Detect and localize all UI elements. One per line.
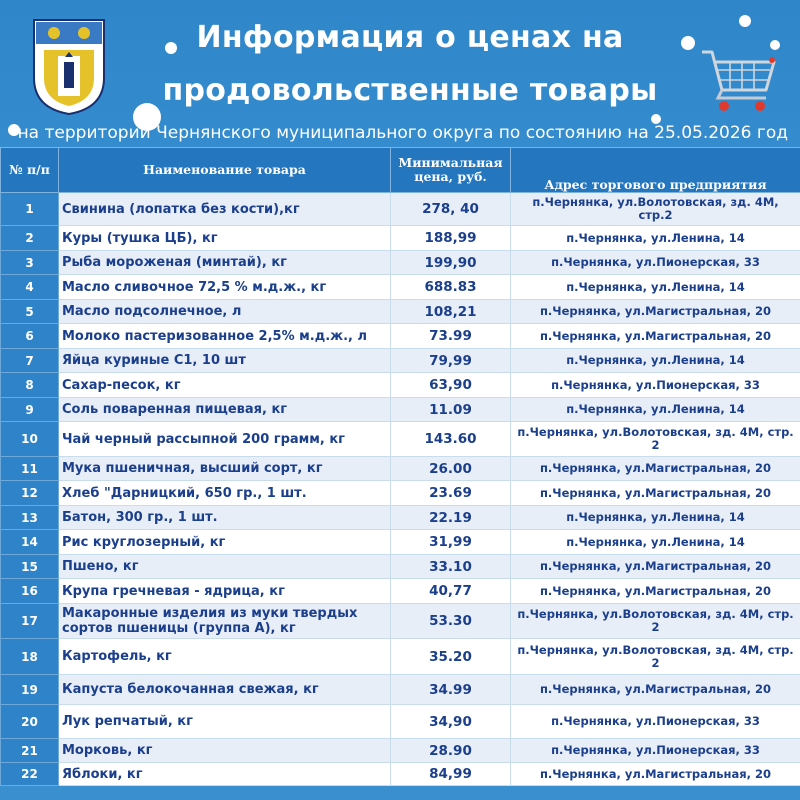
table-row xyxy=(1,506,800,530)
row-number: 8 xyxy=(1,373,59,398)
table-row xyxy=(1,398,800,422)
row-number: 18 xyxy=(1,639,59,675)
product-price: 53.30 xyxy=(391,604,511,639)
product-name: Батон, 300 гр., 1 шт. xyxy=(59,506,391,530)
product-name: Крупа гречневая - ядрица, кг xyxy=(59,579,391,604)
table-row xyxy=(1,530,800,555)
row-number: 13 xyxy=(1,506,59,530)
table-row xyxy=(1,739,800,763)
table-row xyxy=(1,579,800,604)
row-number: 17 xyxy=(1,604,59,639)
store-address: п.Чернянка, ул.Магистральная, 20 xyxy=(511,675,800,705)
product-price: 688.83 xyxy=(391,275,511,300)
product-price: 34.99 xyxy=(391,675,511,705)
table-row xyxy=(1,555,800,579)
table-row xyxy=(1,193,800,226)
column-header-name: Наименование товара xyxy=(59,148,391,193)
price-table xyxy=(0,147,800,786)
product-price: 79,99 xyxy=(391,349,511,373)
subtitle: на территории Чернянского муниципального округа по состоянию на 25.05.2026 год xyxy=(17,123,788,143)
row-number: 15 xyxy=(1,555,59,579)
store-address: п.Чернянка, ул.Пионерская, 33 xyxy=(511,705,800,739)
table-row xyxy=(1,349,800,373)
product-price: 84,99 xyxy=(391,763,511,786)
table-row xyxy=(1,226,800,251)
row-number: 7 xyxy=(1,349,59,373)
store-address: п.Чернянка, ул.Волотовская, зд. 4М, стр.2 xyxy=(511,193,800,226)
product-name: Лук репчатый, кг xyxy=(59,705,391,739)
store-address: п.Чернянка, ул.Ленина, 14 xyxy=(511,398,800,422)
product-name: Масло подсолнечное, л xyxy=(59,300,391,324)
table-row xyxy=(1,763,800,786)
product-name: Свинина (лопатка без кости),кг xyxy=(59,193,391,226)
store-address: п.Чернянка, ул.Магистральная, 20 xyxy=(511,481,800,506)
page-title-line2: продовольственные товары xyxy=(162,73,658,108)
row-number: 1 xyxy=(1,193,59,226)
product-name: Молоко пастеризованное 2,5% м.д.ж., л xyxy=(59,324,391,349)
row-number: 6 xyxy=(1,324,59,349)
store-address: п.Чернянка, ул.Магистральная, 20 xyxy=(511,300,800,324)
table-row xyxy=(1,705,800,739)
row-number: 19 xyxy=(1,675,59,705)
product-price: 26.00 xyxy=(391,457,511,481)
product-price: 278, 40 xyxy=(391,193,511,226)
product-name: Яйца куриные С1, 10 шт xyxy=(59,349,391,373)
row-number: 12 xyxy=(1,481,59,506)
table-row xyxy=(1,422,800,457)
product-name: Сахар-песок, кг xyxy=(59,373,391,398)
store-address: п.Чернянка, ул.Ленина, 14 xyxy=(511,506,800,530)
product-price: 73.99 xyxy=(391,324,511,349)
table-row xyxy=(1,639,800,675)
product-name: Морковь, кг xyxy=(59,739,391,763)
product-name: Макаронные изделия из муки твердых сортов пшеницы (группа А), кг xyxy=(59,604,391,639)
page-title-line1: Информация о ценах на xyxy=(196,20,624,55)
product-name: Куры (тушка ЦБ), кг xyxy=(59,226,391,251)
table-row xyxy=(1,675,800,705)
store-address: п.Чернянка, ул.Ленина, 14 xyxy=(511,349,800,373)
column-header-number: № п/п xyxy=(1,148,59,193)
coat-of-arms-icon xyxy=(30,16,108,116)
row-number: 5 xyxy=(1,300,59,324)
store-address: п.Чернянка, ул.Пионерская, 33 xyxy=(511,251,800,275)
column-header-address: Адрес торгового предприятия xyxy=(511,148,800,193)
store-address: п.Чернянка, ул.Магистральная, 20 xyxy=(511,457,800,481)
table-row xyxy=(1,324,800,349)
store-address: п.Чернянка, ул.Ленина, 14 xyxy=(511,530,800,555)
store-address: п.Чернянка, ул.Пионерская, 33 xyxy=(511,739,800,763)
table-row xyxy=(1,251,800,275)
product-name: Яблоки, кг xyxy=(59,763,391,786)
product-price: 34,90 xyxy=(391,705,511,739)
row-number: 3 xyxy=(1,251,59,275)
product-price: 35.20 xyxy=(391,639,511,675)
product-price: 11.09 xyxy=(391,398,511,422)
store-address: п.Чернянка, ул.Ленина, 14 xyxy=(511,226,800,251)
row-number: 22 xyxy=(1,763,59,786)
table-row xyxy=(1,481,800,506)
store-address: п.Чернянка, ул.Магистральная, 20 xyxy=(511,555,800,579)
store-address: п.Чернянка, ул.Ленина, 14 xyxy=(511,275,800,300)
product-price: 33.10 xyxy=(391,555,511,579)
product-name: Масло сливочное 72,5 % м.д.ж., кг xyxy=(59,275,391,300)
table-row xyxy=(1,300,800,324)
row-number: 10 xyxy=(1,422,59,457)
row-number: 20 xyxy=(1,705,59,739)
product-price: 108,21 xyxy=(391,300,511,324)
product-name: Капуста белокочанная свежая, кг xyxy=(59,675,391,705)
store-address: п.Чернянка, ул.Магистральная, 20 xyxy=(511,324,800,349)
row-number: 4 xyxy=(1,275,59,300)
product-name: Мука пшеничная, высший сорт, кг xyxy=(59,457,391,481)
product-name: Соль поваренная пищевая, кг xyxy=(59,398,391,422)
row-number: 14 xyxy=(1,530,59,555)
store-address: п.Чернянка, ул.Волотовская, зд. 4М, стр. 2 xyxy=(511,604,800,639)
store-address: п.Чернянка, ул.Волотовская, зд. 4М, стр. 2 xyxy=(511,422,800,457)
row-number: 16 xyxy=(1,579,59,604)
row-number: 21 xyxy=(1,739,59,763)
row-number: 2 xyxy=(1,226,59,251)
product-name: Рыба мороженая (минтай), кг xyxy=(59,251,391,275)
product-price: 188,99 xyxy=(391,226,511,251)
store-address: п.Чернянка, ул.Пионерская, 33 xyxy=(511,373,800,398)
product-price: 22.19 xyxy=(391,506,511,530)
table-row xyxy=(1,275,800,300)
product-name: Рис круглозерный, кг xyxy=(59,530,391,555)
column-header-price: Минимальная цена, руб. xyxy=(391,148,511,193)
store-address: п.Чернянка, ул.Магистральная, 20 xyxy=(511,763,800,786)
table-row xyxy=(1,373,800,398)
product-name: Картофель, кг xyxy=(59,639,391,675)
product-price: 199,90 xyxy=(391,251,511,275)
product-name: Хлеб "Дарницкий, 650 гр., 1 шт. xyxy=(59,481,391,506)
decor-dot xyxy=(681,36,695,50)
table-row xyxy=(1,457,800,481)
decor-dot xyxy=(739,15,751,27)
row-number: 11 xyxy=(1,457,59,481)
store-address: п.Чернянка, ул.Волотовская, зд. 4М, стр. 2 xyxy=(511,639,800,675)
product-name: Пшено, кг xyxy=(59,555,391,579)
product-price: 31,99 xyxy=(391,530,511,555)
product-price: 143.60 xyxy=(391,422,511,457)
product-price: 23.69 xyxy=(391,481,511,506)
product-price: 28.90 xyxy=(391,739,511,763)
product-price: 63,90 xyxy=(391,373,511,398)
store-address: п.Чернянка, ул.Магистральная, 20 xyxy=(511,579,800,604)
shopping-cart-icon xyxy=(700,44,780,114)
product-price: 40,77 xyxy=(391,579,511,604)
product-name: Чай черный рассыпной 200 грамм, кг xyxy=(59,422,391,457)
row-number: 9 xyxy=(1,398,59,422)
table-row xyxy=(1,604,800,639)
